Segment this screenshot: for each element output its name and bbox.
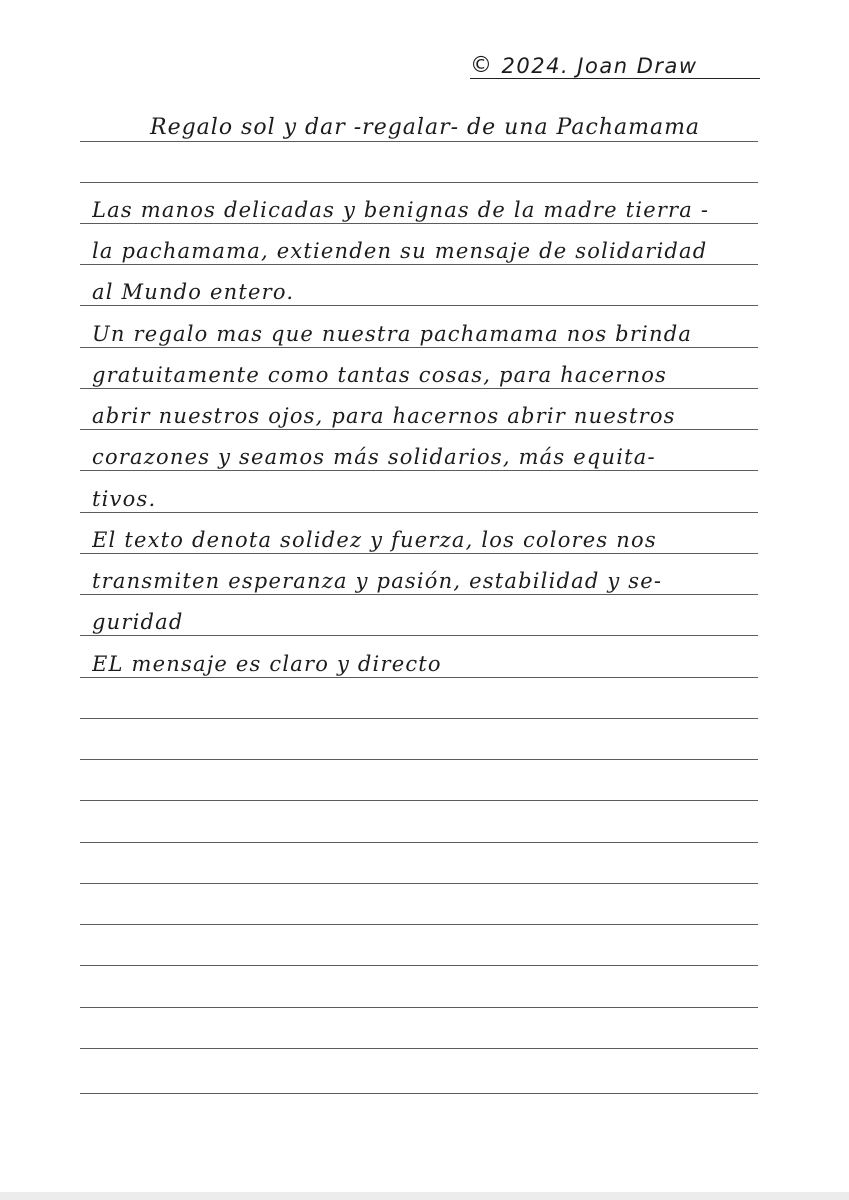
body-line: al Mundo entero. bbox=[92, 280, 295, 304]
ruled-line bbox=[80, 718, 758, 719]
ruled-line bbox=[80, 759, 758, 760]
body-line: Las manos delicadas y benignas de la madre tierra - bbox=[92, 198, 710, 222]
ruled-line bbox=[80, 635, 758, 636]
copyright-underline bbox=[470, 78, 760, 79]
body-line: transmiten esperanza y pasión, estabilidad y se- bbox=[92, 569, 663, 593]
ruled-line bbox=[80, 1048, 758, 1049]
copyright-notice bbox=[470, 44, 760, 78]
ruled-line bbox=[80, 141, 758, 142]
ruled-line bbox=[80, 223, 758, 224]
page-bottom-edge bbox=[0, 1192, 849, 1200]
body-line: El texto denota solidez y fuerza, los colores nos bbox=[92, 528, 657, 552]
body-line: Un regalo mas que nuestra pachamama nos brinda bbox=[92, 322, 693, 346]
page-title: Regalo sol y dar -regalar- de una Pachamama bbox=[150, 115, 701, 140]
ruled-line bbox=[80, 1093, 758, 1094]
ruled-line bbox=[80, 594, 758, 595]
ruled-line bbox=[80, 1007, 758, 1008]
body-line: la pachamama, extienden su mensaje de solidaridad bbox=[92, 239, 708, 263]
body-line: corazones y seamos más solidarios, más equita- bbox=[92, 445, 656, 469]
ruled-line bbox=[80, 553, 758, 554]
ruled-line bbox=[80, 347, 758, 348]
copyright-text: 2024. Joan Draw bbox=[501, 54, 698, 78]
ruled-line bbox=[80, 800, 758, 801]
body-line: guridad bbox=[92, 610, 184, 634]
ruled-line bbox=[80, 512, 758, 513]
ruled-line bbox=[80, 388, 758, 389]
body-line: gratuitamente como tantas cosas, para hacernos bbox=[92, 363, 668, 387]
ruled-line bbox=[80, 182, 758, 183]
ruled-line bbox=[80, 965, 758, 966]
ruled-line bbox=[80, 883, 758, 884]
ruled-line bbox=[80, 470, 758, 471]
ruled-line bbox=[80, 305, 758, 306]
ruled-line bbox=[80, 264, 758, 265]
ruled-line bbox=[80, 677, 758, 678]
ruled-line bbox=[80, 924, 758, 925]
ruled-line bbox=[80, 842, 758, 843]
copyright-symbol: © bbox=[470, 53, 494, 78]
body-line: tivos. bbox=[92, 487, 157, 511]
body-line: EL mensaje es claro y directo bbox=[92, 652, 442, 676]
body-line: abrir nuestros ojos, para hacernos abrir nuestros bbox=[92, 404, 676, 428]
ruled-line bbox=[80, 429, 758, 430]
